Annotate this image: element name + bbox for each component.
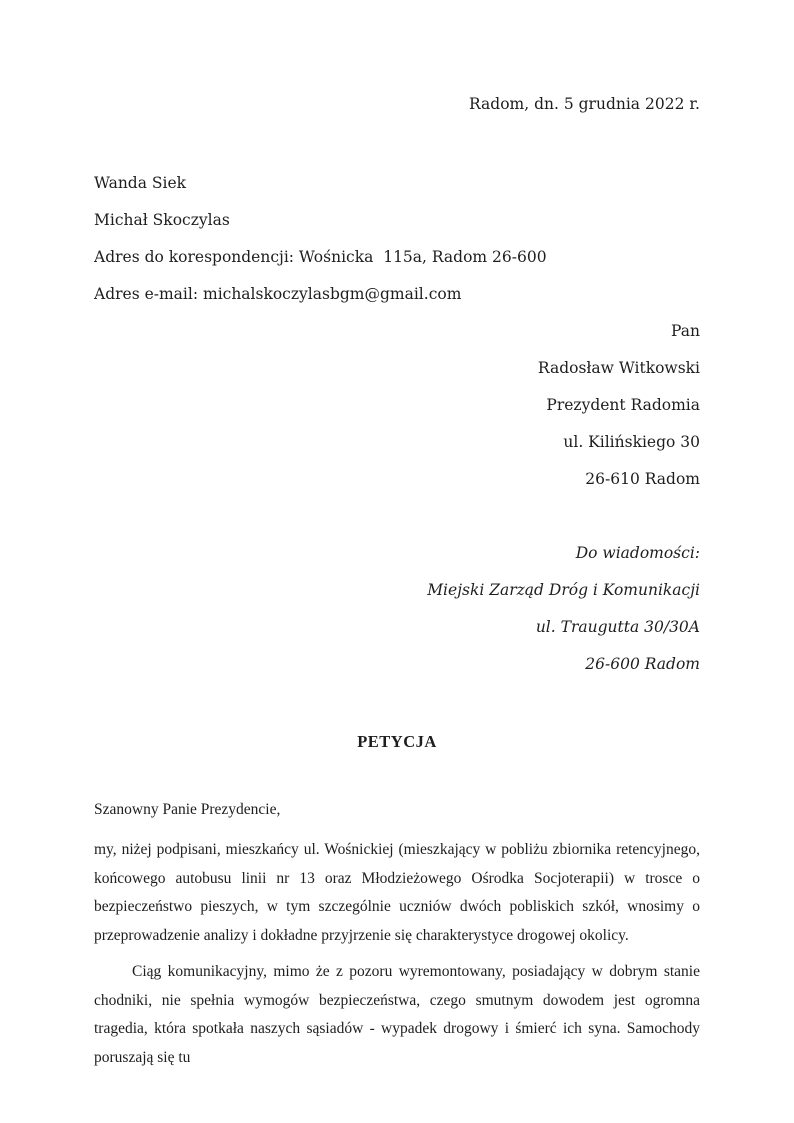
salutation-line: Szanowny Panie Prezydencie, [94,801,281,818]
cc-organization: Miejski Zarząd Dróg i Komunikacji [427,581,700,599]
document-title: PETYCJA [357,732,437,751]
sender-name-2: Michał Skoczylas [94,211,230,229]
recipient-street: ul. Kilińskiego 30 [563,433,700,451]
sender-name-1: Wanda Siek [94,174,187,192]
body-paragraph-2: Ciąg komunikacyjny, mimo że z pozoru wyremontowany, posiadający w dobrym stanie chodniki, nie spełnia wymogów bezpieczeństwa, czego smutnym dowodem jest ogromna tragedia, która spotkała naszych sąsiadów - wypadek drogowy i śmierć ich syna. Samochody poruszają się tu [94,963,700,1066]
recipient-title: Prezydent Radomia [546,396,700,414]
recipient-honorific: Pan [671,322,700,340]
recipient-name: Radosław Witkowski [537,359,700,377]
cc-label: Do wiadomości: [575,544,700,562]
sender-email: Adres e-mail: michalskoczylasbgm@gmail.com [94,285,462,303]
cc-street: ul. Traugutta 30/30A [535,618,700,636]
sender-postal-address: Adres do korespondencji: Wośnicka 115a, Radom 26-600 [94,248,547,266]
recipient-city: 26-610 Radom [585,470,700,488]
sender-block [94,165,700,313]
cc-block [94,535,700,683]
cc-city: 26-600 Radom [585,655,700,673]
body-paragraph-1: my, niżej podpisani, mieszkańcy ul. Wośnickiej (mieszkający w pobliżu zbiornika retencyjnego, końcowego autobusu linii nr 13 oraz Młodzieżowego Ośrodka Socjoterapii) w trosce o bezpieczeństwo pieszych, w tym szczególnie uczniów dwóch pobliskich szkół, wnosimy o przeprowadzenie analizy i dokładne przyjrzenie się charakterystyce drogowej okolicy. [94,841,700,944]
date-line: Radom, dn. 5 grudnia 2022 r. [469,95,700,113]
recipient-block [94,313,700,498]
